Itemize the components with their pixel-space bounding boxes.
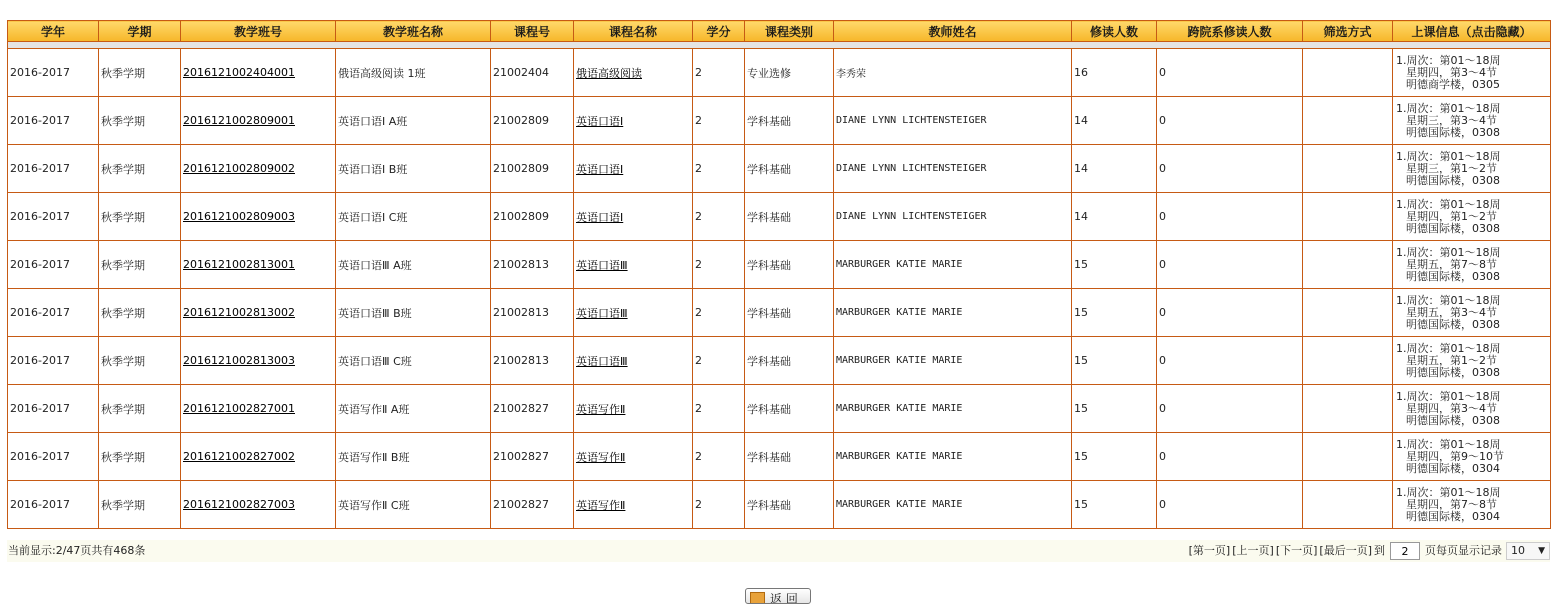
col-header-class-name: 教学班名称 [336, 21, 491, 42]
schedule-line: 明德国际楼，0308 [1406, 269, 1500, 283]
cell-enrolled: 16 [1072, 49, 1157, 97]
col-header-schedule-toggle[interactable]: 上课信息（点击隐藏） [1393, 21, 1551, 42]
class-no-link[interactable]: 2016121002827002 [183, 450, 295, 463]
course-name-link[interactable]: 英语口语Ⅲ [576, 354, 628, 368]
cell-course-name [574, 337, 693, 385]
cell-teacher: MARBURGER KATIE MARIE [834, 241, 1072, 289]
cell-term: 秋季学期 [99, 145, 181, 193]
cell-category: 学科基础 [745, 289, 834, 337]
cell-class-name: 英语口语Ⅲ C班 [336, 337, 491, 385]
schedule-line: 明德国际楼，0304 [1406, 509, 1500, 523]
course-name-link[interactable]: 英语写作Ⅱ [576, 498, 626, 512]
cell-credit: 2 [693, 145, 745, 193]
col-header-enrolled: 修读人数 [1072, 21, 1157, 42]
cell-cross-dept: 0 [1157, 193, 1303, 241]
cell-category: 学科基础 [745, 145, 834, 193]
cell-course-no: 21002827 [491, 481, 574, 529]
cell-cross-dept: 0 [1157, 433, 1303, 481]
chevron-down-icon: ▼ [1538, 546, 1545, 556]
last-page-link[interactable]: [最后一页] [1319, 544, 1372, 557]
cell-class-name: 英语口语Ⅰ B班 [336, 145, 491, 193]
schedule-line: 明德国际楼，0308 [1406, 365, 1500, 379]
schedule-line: 明德国际楼，0304 [1406, 461, 1500, 475]
cell-course-no: 21002809 [491, 145, 574, 193]
cell-class-name: 英语写作Ⅱ B班 [336, 433, 491, 481]
cell-filter [1303, 241, 1393, 289]
cell-enrolled: 14 [1072, 145, 1157, 193]
cell-cross-dept: 0 [1157, 289, 1303, 337]
course-name-link[interactable]: 英语口语Ⅲ [576, 258, 628, 272]
cell-credit: 2 [693, 481, 745, 529]
cell-year: 2016-2017 [8, 385, 99, 433]
cell-schedule-info [1393, 49, 1551, 97]
class-no-link[interactable]: 2016121002813001 [183, 258, 295, 271]
cell-class-no [181, 241, 336, 289]
cell-cross-dept: 0 [1157, 385, 1303, 433]
course-name-link[interactable]: 俄语高级阅读 [576, 66, 642, 80]
schedule-line: 1.周次：第01～18周 [1396, 245, 1501, 259]
cell-course-name [574, 241, 693, 289]
prev-page-link[interactable]: [上一页] [1232, 544, 1274, 557]
cell-year: 2016-2017 [8, 145, 99, 193]
course-table [7, 20, 1551, 529]
schedule-line: 1.周次：第01～18周 [1396, 149, 1501, 163]
course-name-link[interactable]: 英语写作Ⅱ [576, 402, 626, 416]
course-name-link[interactable]: 英语口语Ⅰ [576, 162, 624, 176]
back-button[interactable] [745, 588, 811, 604]
schedule-line: 星期五，第7～8节 [1406, 257, 1497, 271]
schedule-line: 星期四，第3～4节 [1406, 65, 1497, 79]
schedule-line: 星期四，第7～8节 [1406, 497, 1497, 511]
cell-schedule-info [1393, 241, 1551, 289]
header-spacer [8, 42, 1551, 49]
schedule-line: 1.周次：第01～18周 [1396, 341, 1501, 355]
cell-schedule-info [1393, 337, 1551, 385]
cell-year: 2016-2017 [8, 97, 99, 145]
course-name-link[interactable]: 英语口语Ⅰ [576, 210, 624, 224]
cell-filter [1303, 289, 1393, 337]
cell-credit: 2 [693, 241, 745, 289]
cell-class-name: 英语口语Ⅲ A班 [336, 241, 491, 289]
cell-category: 学科基础 [745, 433, 834, 481]
course-table-container [7, 20, 1550, 529]
cell-schedule-info [1393, 193, 1551, 241]
schedule-line: 星期四，第1～2节 [1406, 209, 1497, 223]
cell-enrolled: 14 [1072, 193, 1157, 241]
cell-term: 秋季学期 [99, 193, 181, 241]
cell-class-name: 英语口语Ⅲ B班 [336, 289, 491, 337]
cell-schedule-info [1393, 289, 1551, 337]
cell-category: 学科基础 [745, 241, 834, 289]
table-row [8, 481, 1551, 529]
cell-category: 学科基础 [745, 97, 834, 145]
cell-term: 秋季学期 [99, 481, 181, 529]
cell-teacher: DIANE LYNN LICHTENSTEIGER [834, 145, 1072, 193]
cell-class-no [181, 97, 336, 145]
cell-teacher: MARBURGER KATIE MARIE [834, 433, 1072, 481]
cell-credit: 2 [693, 385, 745, 433]
per-page-select[interactable] [1506, 542, 1550, 560]
class-no-link[interactable]: 2016121002404001 [183, 66, 295, 79]
cell-class-name: 英语写作Ⅱ A班 [336, 385, 491, 433]
cell-category: 专业选修 [745, 49, 834, 97]
schedule-line: 1.周次：第01～18周 [1396, 485, 1501, 499]
cell-class-name: 英语写作Ⅱ C班 [336, 481, 491, 529]
col-header-term: 学期 [99, 21, 181, 42]
cell-class-no [181, 433, 336, 481]
table-row [8, 145, 1551, 193]
cell-term: 秋季学期 [99, 49, 181, 97]
course-name-link[interactable]: 英语写作Ⅱ [576, 450, 626, 464]
cell-teacher: MARBURGER KATIE MARIE [834, 481, 1072, 529]
cell-course-name [574, 385, 693, 433]
pagination-controls [1188, 540, 1550, 562]
cell-teacher: MARBURGER KATIE MARIE [834, 289, 1072, 337]
table-row [8, 97, 1551, 145]
col-header-course-no: 课程号 [491, 21, 574, 42]
class-no-link[interactable]: 2016121002809003 [183, 210, 295, 223]
header-spacer-row [8, 42, 1551, 49]
cell-enrolled: 15 [1072, 241, 1157, 289]
cell-course-no: 21002827 [491, 385, 574, 433]
schedule-line: 明德国际楼，0308 [1406, 413, 1500, 427]
cell-credit: 2 [693, 193, 745, 241]
cell-course-no: 21002404 [491, 49, 574, 97]
cell-teacher: DIANE LYNN LICHTENSTEIGER [834, 193, 1072, 241]
pagination-bar [7, 540, 1550, 562]
schedule-line: 星期三，第3～4节 [1406, 113, 1497, 127]
cell-filter [1303, 145, 1393, 193]
cell-course-name [574, 289, 693, 337]
cell-filter [1303, 97, 1393, 145]
cell-schedule-info [1393, 97, 1551, 145]
cell-category: 学科基础 [745, 337, 834, 385]
col-header-cross-dept: 跨院系修读人数 [1157, 21, 1303, 42]
cell-course-name [574, 481, 693, 529]
col-header-year: 学年 [8, 21, 99, 42]
cell-schedule-info [1393, 433, 1551, 481]
cell-category: 学科基础 [745, 481, 834, 529]
per-page-value: 10 [1511, 544, 1525, 557]
cell-enrolled: 14 [1072, 97, 1157, 145]
goto-label: 到 [1374, 544, 1385, 557]
cell-term: 秋季学期 [99, 337, 181, 385]
cell-teacher: 李秀荣 [834, 49, 1072, 97]
schedule-line: 星期五，第1～2节 [1406, 353, 1497, 367]
table-row [8, 289, 1551, 337]
cell-course-no: 21002813 [491, 241, 574, 289]
cell-cross-dept: 0 [1157, 97, 1303, 145]
cell-class-no [181, 49, 336, 97]
col-header-course-name: 课程名称 [574, 21, 693, 42]
schedule-line: 1.周次：第01～18周 [1396, 389, 1501, 403]
cell-cross-dept: 0 [1157, 241, 1303, 289]
table-row [8, 241, 1551, 289]
cell-year: 2016-2017 [8, 49, 99, 97]
class-no-link[interactable]: 2016121002827003 [183, 498, 295, 511]
cell-enrolled: 15 [1072, 337, 1157, 385]
cell-schedule-info [1393, 481, 1551, 529]
schedule-line: 1.周次：第01～18周 [1396, 197, 1501, 211]
cell-enrolled: 15 [1072, 289, 1157, 337]
cell-course-no: 21002813 [491, 289, 574, 337]
cell-course-name [574, 433, 693, 481]
schedule-line: 明德国际楼，0308 [1406, 173, 1500, 187]
cell-cross-dept: 0 [1157, 337, 1303, 385]
schedule-line: 明德商学楼，0305 [1406, 77, 1500, 91]
cell-cross-dept: 0 [1157, 481, 1303, 529]
schedule-line: 星期四，第9～10节 [1406, 449, 1504, 463]
cell-filter [1303, 481, 1393, 529]
cell-teacher: MARBURGER KATIE MARIE [834, 385, 1072, 433]
cell-course-no: 21002827 [491, 433, 574, 481]
col-header-filter: 筛选方式 [1303, 21, 1393, 42]
cell-enrolled: 15 [1072, 433, 1157, 481]
cell-category: 学科基础 [745, 193, 834, 241]
first-page-link[interactable]: [第一页] [1188, 544, 1231, 557]
cell-course-no: 21002809 [491, 97, 574, 145]
cell-class-no [181, 289, 336, 337]
cell-class-no [181, 385, 336, 433]
cell-enrolled: 15 [1072, 481, 1157, 529]
schedule-line: 明德国际楼，0308 [1406, 317, 1500, 331]
cell-filter [1303, 193, 1393, 241]
cell-term: 秋季学期 [99, 241, 181, 289]
cell-enrolled: 15 [1072, 385, 1157, 433]
cell-year: 2016-2017 [8, 193, 99, 241]
schedule-line: 星期四，第3～4节 [1406, 401, 1497, 415]
class-no-link[interactable]: 2016121002809001 [183, 114, 295, 127]
table-header-row [8, 21, 1551, 42]
cell-term: 秋季学期 [99, 385, 181, 433]
cell-category: 学科基础 [745, 385, 834, 433]
cell-class-no [181, 481, 336, 529]
schedule-line: 明德国际楼，0308 [1406, 221, 1500, 235]
per-page-label: 页每页显示记录 [1425, 544, 1502, 557]
schedule-line: 1.周次：第01～18周 [1396, 101, 1501, 115]
table-row [8, 385, 1551, 433]
cell-year: 2016-2017 [8, 289, 99, 337]
cell-credit: 2 [693, 289, 745, 337]
table-row [8, 193, 1551, 241]
cell-class-name: 英语口语Ⅰ C班 [336, 193, 491, 241]
next-page-link[interactable]: [下一页] [1275, 544, 1318, 557]
schedule-line: 1.周次：第01～18周 [1396, 293, 1501, 307]
class-no-link[interactable]: 2016121002813002 [183, 306, 295, 319]
cell-course-name [574, 145, 693, 193]
schedule-line: 星期五，第3～4节 [1406, 305, 1497, 319]
cell-cross-dept: 0 [1157, 49, 1303, 97]
cell-year: 2016-2017 [8, 481, 99, 529]
class-no-link[interactable]: 2016121002827001 [183, 402, 295, 415]
table-row [8, 49, 1551, 97]
cell-term: 秋季学期 [99, 433, 181, 481]
cell-filter [1303, 385, 1393, 433]
table-row [8, 433, 1551, 481]
col-header-teacher: 教师姓名 [834, 21, 1072, 42]
course-name-link[interactable]: 英语口语Ⅰ [576, 114, 624, 128]
cell-cross-dept: 0 [1157, 145, 1303, 193]
cell-course-no: 21002813 [491, 337, 574, 385]
cell-filter [1303, 337, 1393, 385]
cell-term: 秋季学期 [99, 97, 181, 145]
cell-class-no [181, 193, 336, 241]
cell-year: 2016-2017 [8, 337, 99, 385]
schedule-line: 明德国际楼，0308 [1406, 125, 1500, 139]
cell-credit: 2 [693, 49, 745, 97]
cell-credit: 2 [693, 337, 745, 385]
schedule-line: 1.周次：第01～18周 [1396, 53, 1501, 67]
back-arrow-icon [750, 592, 765, 604]
course-name-link[interactable]: 英语口语Ⅲ [576, 306, 628, 320]
cell-schedule-info [1393, 385, 1551, 433]
cell-term: 秋季学期 [99, 289, 181, 337]
cell-credit: 2 [693, 433, 745, 481]
page-number-input[interactable] [1390, 542, 1420, 560]
cell-teacher: MARBURGER KATIE MARIE [834, 337, 1072, 385]
table-row [8, 337, 1551, 385]
cell-class-name: 俄语高级阅读 1班 [336, 49, 491, 97]
cell-schedule-info [1393, 145, 1551, 193]
col-header-class-no: 教学班号 [181, 21, 336, 42]
back-button-label: 返 回 [770, 592, 798, 604]
cell-course-name [574, 193, 693, 241]
cell-course-no: 21002809 [491, 193, 574, 241]
class-no-link[interactable]: 2016121002813003 [183, 354, 295, 367]
class-no-link[interactable]: 2016121002809002 [183, 162, 295, 175]
cell-filter [1303, 433, 1393, 481]
cell-class-no [181, 145, 336, 193]
cell-course-name [574, 49, 693, 97]
col-header-category: 课程类别 [745, 21, 834, 42]
schedule-line: 星期三，第1～2节 [1406, 161, 1497, 175]
schedule-line: 1.周次：第01～18周 [1396, 437, 1501, 451]
cell-filter [1303, 49, 1393, 97]
cell-credit: 2 [693, 97, 745, 145]
cell-year: 2016-2017 [8, 433, 99, 481]
cell-year: 2016-2017 [8, 241, 99, 289]
cell-course-name [574, 97, 693, 145]
col-header-credit: 学分 [693, 21, 745, 42]
cell-class-name: 英语口语Ⅰ A班 [336, 97, 491, 145]
cell-teacher: DIANE LYNN LICHTENSTEIGER [834, 97, 1072, 145]
page-status: 当前显示:2/47页共有468条 [8, 544, 146, 557]
cell-class-no [181, 337, 336, 385]
